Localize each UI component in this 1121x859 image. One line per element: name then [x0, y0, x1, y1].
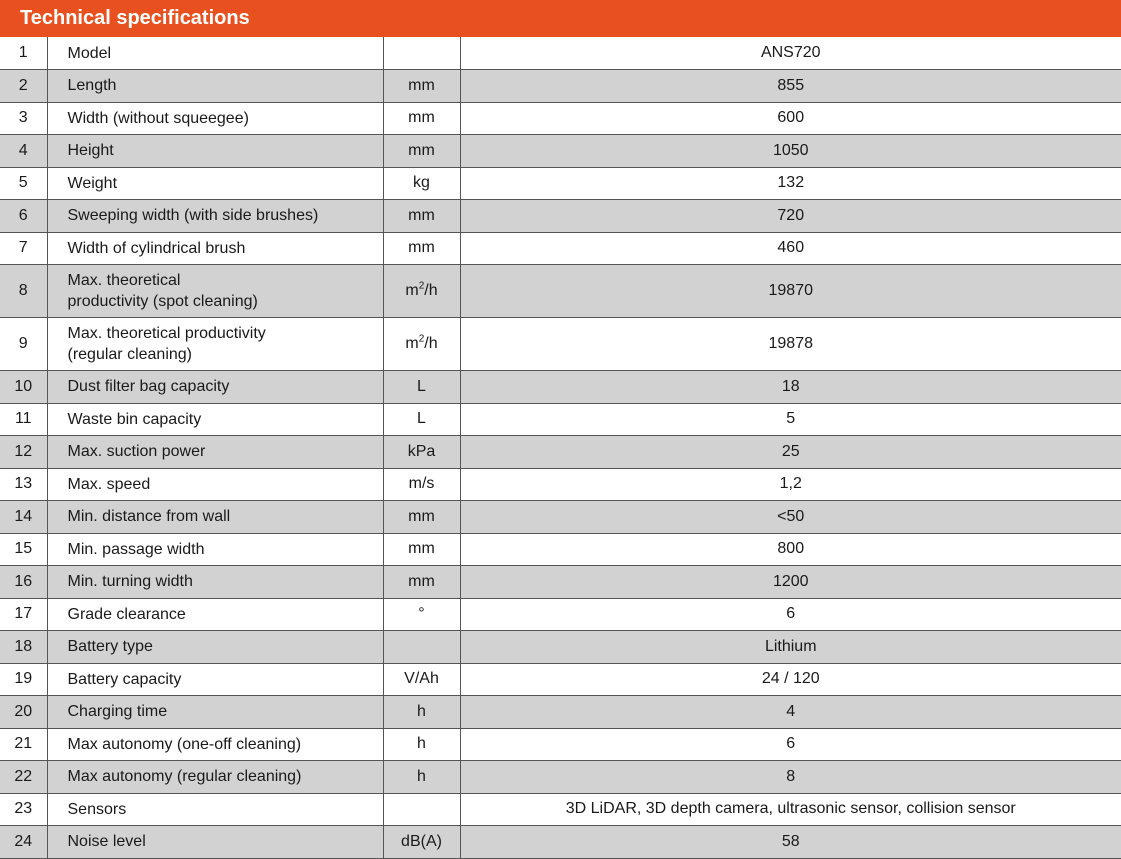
- spec-unit: dB(A): [383, 826, 460, 859]
- spec-value: <50: [460, 501, 1121, 534]
- spec-unit: L: [383, 403, 460, 436]
- spec-label-line: Max. theoretical: [67, 272, 181, 289]
- spec-unit: h: [383, 696, 460, 729]
- table-row: [0, 135, 1121, 168]
- row-number: 4: [0, 135, 47, 168]
- spec-value: 1,2: [460, 468, 1121, 501]
- spec-value: 6: [460, 598, 1121, 631]
- spec-value: 1050: [460, 135, 1121, 168]
- spec-label: Noise level: [47, 826, 383, 859]
- spec-label: Waste bin capacity: [47, 403, 383, 436]
- row-number: 5: [0, 167, 47, 200]
- spec-value: 25: [460, 436, 1121, 469]
- table-row: [0, 167, 1121, 200]
- spec-label-line: (regular cleaning): [67, 346, 193, 363]
- spec-label: [47, 318, 383, 371]
- spec-label: Charging time: [47, 696, 383, 729]
- spec-unit: L: [383, 371, 460, 404]
- spec-label: Battery type: [47, 631, 383, 664]
- row-number: 21: [0, 728, 47, 761]
- spec-value: 460: [460, 232, 1121, 265]
- spec-label: Width of cylindrical brush: [47, 232, 383, 265]
- spec-label: Length: [47, 70, 383, 103]
- row-number: 17: [0, 598, 47, 631]
- row-number: 16: [0, 566, 47, 599]
- row-number: 7: [0, 232, 47, 265]
- spec-label: Weight: [47, 167, 383, 200]
- spec-label: Min. turning width: [47, 566, 383, 599]
- spec-unit: V/Ah: [383, 663, 460, 696]
- spec-unit: mm: [383, 566, 460, 599]
- spec-unit: mm: [383, 232, 460, 265]
- spec-value: 720: [460, 200, 1121, 233]
- row-number: 20: [0, 696, 47, 729]
- spec-unit: [383, 37, 460, 70]
- spec-value: 19878: [460, 318, 1121, 371]
- spec-value: ANS720: [460, 37, 1121, 70]
- spec-label: Max. suction power: [47, 436, 383, 469]
- spec-value: 24 / 120: [460, 663, 1121, 696]
- spec-value: 132: [460, 167, 1121, 200]
- spec-unit: °: [383, 598, 460, 631]
- row-number: 15: [0, 533, 47, 566]
- unit-exponent: 2: [418, 280, 425, 292]
- table-row: [0, 631, 1121, 664]
- table-row: [0, 403, 1121, 436]
- spec-value: 5: [460, 403, 1121, 436]
- spec-value: 1200: [460, 566, 1121, 599]
- spec-unit: kPa: [383, 436, 460, 469]
- spec-unit: h: [383, 728, 460, 761]
- unit-base: m: [405, 335, 419, 352]
- spec-label: Model: [47, 37, 383, 70]
- table-row: [0, 728, 1121, 761]
- table-row: [0, 501, 1121, 534]
- table-row: [0, 696, 1121, 729]
- row-number: 11: [0, 403, 47, 436]
- row-number: 13: [0, 468, 47, 501]
- spec-label: Width (without squeegee): [47, 102, 383, 135]
- spec-value: 19870: [460, 265, 1121, 318]
- spec-unit: m/s: [383, 468, 460, 501]
- spec-unit: kg: [383, 167, 460, 200]
- row-number: 22: [0, 761, 47, 794]
- spec-table: [0, 37, 1121, 859]
- spec-value: Lithium: [460, 631, 1121, 664]
- unit-tail: /h: [424, 282, 438, 299]
- table-row: [0, 371, 1121, 404]
- unit-base: m: [405, 282, 419, 299]
- spec-value: 6: [460, 728, 1121, 761]
- row-number: 8: [0, 265, 47, 318]
- spec-label: Max. speed: [47, 468, 383, 501]
- table-row: [0, 232, 1121, 265]
- table-row: [0, 826, 1121, 859]
- table-row: [0, 566, 1121, 599]
- table-row: [0, 70, 1121, 103]
- spec-label: Height: [47, 135, 383, 168]
- spec-value: 58: [460, 826, 1121, 859]
- spec-label-line: Max. theoretical productivity: [67, 325, 266, 342]
- page-title: Technical specifications: [0, 0, 1121, 37]
- table-row: [0, 793, 1121, 826]
- spec-unit: mm: [383, 102, 460, 135]
- spec-value: 4: [460, 696, 1121, 729]
- spec-unit: [383, 265, 460, 318]
- spec-label: Battery capacity: [47, 663, 383, 696]
- row-number: 19: [0, 663, 47, 696]
- spec-label: Max autonomy (one-off cleaning): [47, 728, 383, 761]
- spec-label: Min. passage width: [47, 533, 383, 566]
- spec-unit: mm: [383, 70, 460, 103]
- table-row: [0, 37, 1121, 70]
- table-row: [0, 533, 1121, 566]
- row-number: 9: [0, 318, 47, 371]
- table-row: [0, 761, 1121, 794]
- row-number: 2: [0, 70, 47, 103]
- row-number: 1: [0, 37, 47, 70]
- table-row: [0, 318, 1121, 371]
- spec-value: 855: [460, 70, 1121, 103]
- table-row: [0, 663, 1121, 696]
- spec-unit: mm: [383, 501, 460, 534]
- unit-tail: /h: [424, 335, 438, 352]
- row-number: 18: [0, 631, 47, 664]
- table-row: [0, 598, 1121, 631]
- table-row: [0, 468, 1121, 501]
- spec-unit: [383, 631, 460, 664]
- table-row: [0, 200, 1121, 233]
- spec-label: Grade clearance: [47, 598, 383, 631]
- spec-label: Min. distance from wall: [47, 501, 383, 534]
- row-number: 24: [0, 826, 47, 859]
- spec-value: 3D LiDAR, 3D depth camera, ultrasonic sensor, collision sensor: [460, 793, 1121, 826]
- spec-unit: mm: [383, 533, 460, 566]
- spec-unit: h: [383, 761, 460, 794]
- spec-label: Dust filter bag capacity: [47, 371, 383, 404]
- spec-label-line: productivity (spot cleaning): [67, 293, 258, 310]
- unit-exponent: 2: [418, 333, 425, 345]
- spec-value: 8: [460, 761, 1121, 794]
- spec-label: [47, 265, 383, 318]
- row-number: 6: [0, 200, 47, 233]
- row-number: 12: [0, 436, 47, 469]
- spec-label: Max autonomy (regular cleaning): [47, 761, 383, 794]
- table-row: [0, 436, 1121, 469]
- spec-unit: [383, 318, 460, 371]
- spec-unit: mm: [383, 135, 460, 168]
- table-row: [0, 265, 1121, 318]
- row-number: 10: [0, 371, 47, 404]
- row-number: 23: [0, 793, 47, 826]
- table-row: [0, 102, 1121, 135]
- spec-value: 600: [460, 102, 1121, 135]
- row-number: 14: [0, 501, 47, 534]
- spec-label: Sweeping width (with side brushes): [47, 200, 383, 233]
- spec-unit: mm: [383, 200, 460, 233]
- row-number: 3: [0, 102, 47, 135]
- spec-unit: [383, 793, 460, 826]
- spec-value: 18: [460, 371, 1121, 404]
- spec-value: 800: [460, 533, 1121, 566]
- spec-label: Sensors: [47, 793, 383, 826]
